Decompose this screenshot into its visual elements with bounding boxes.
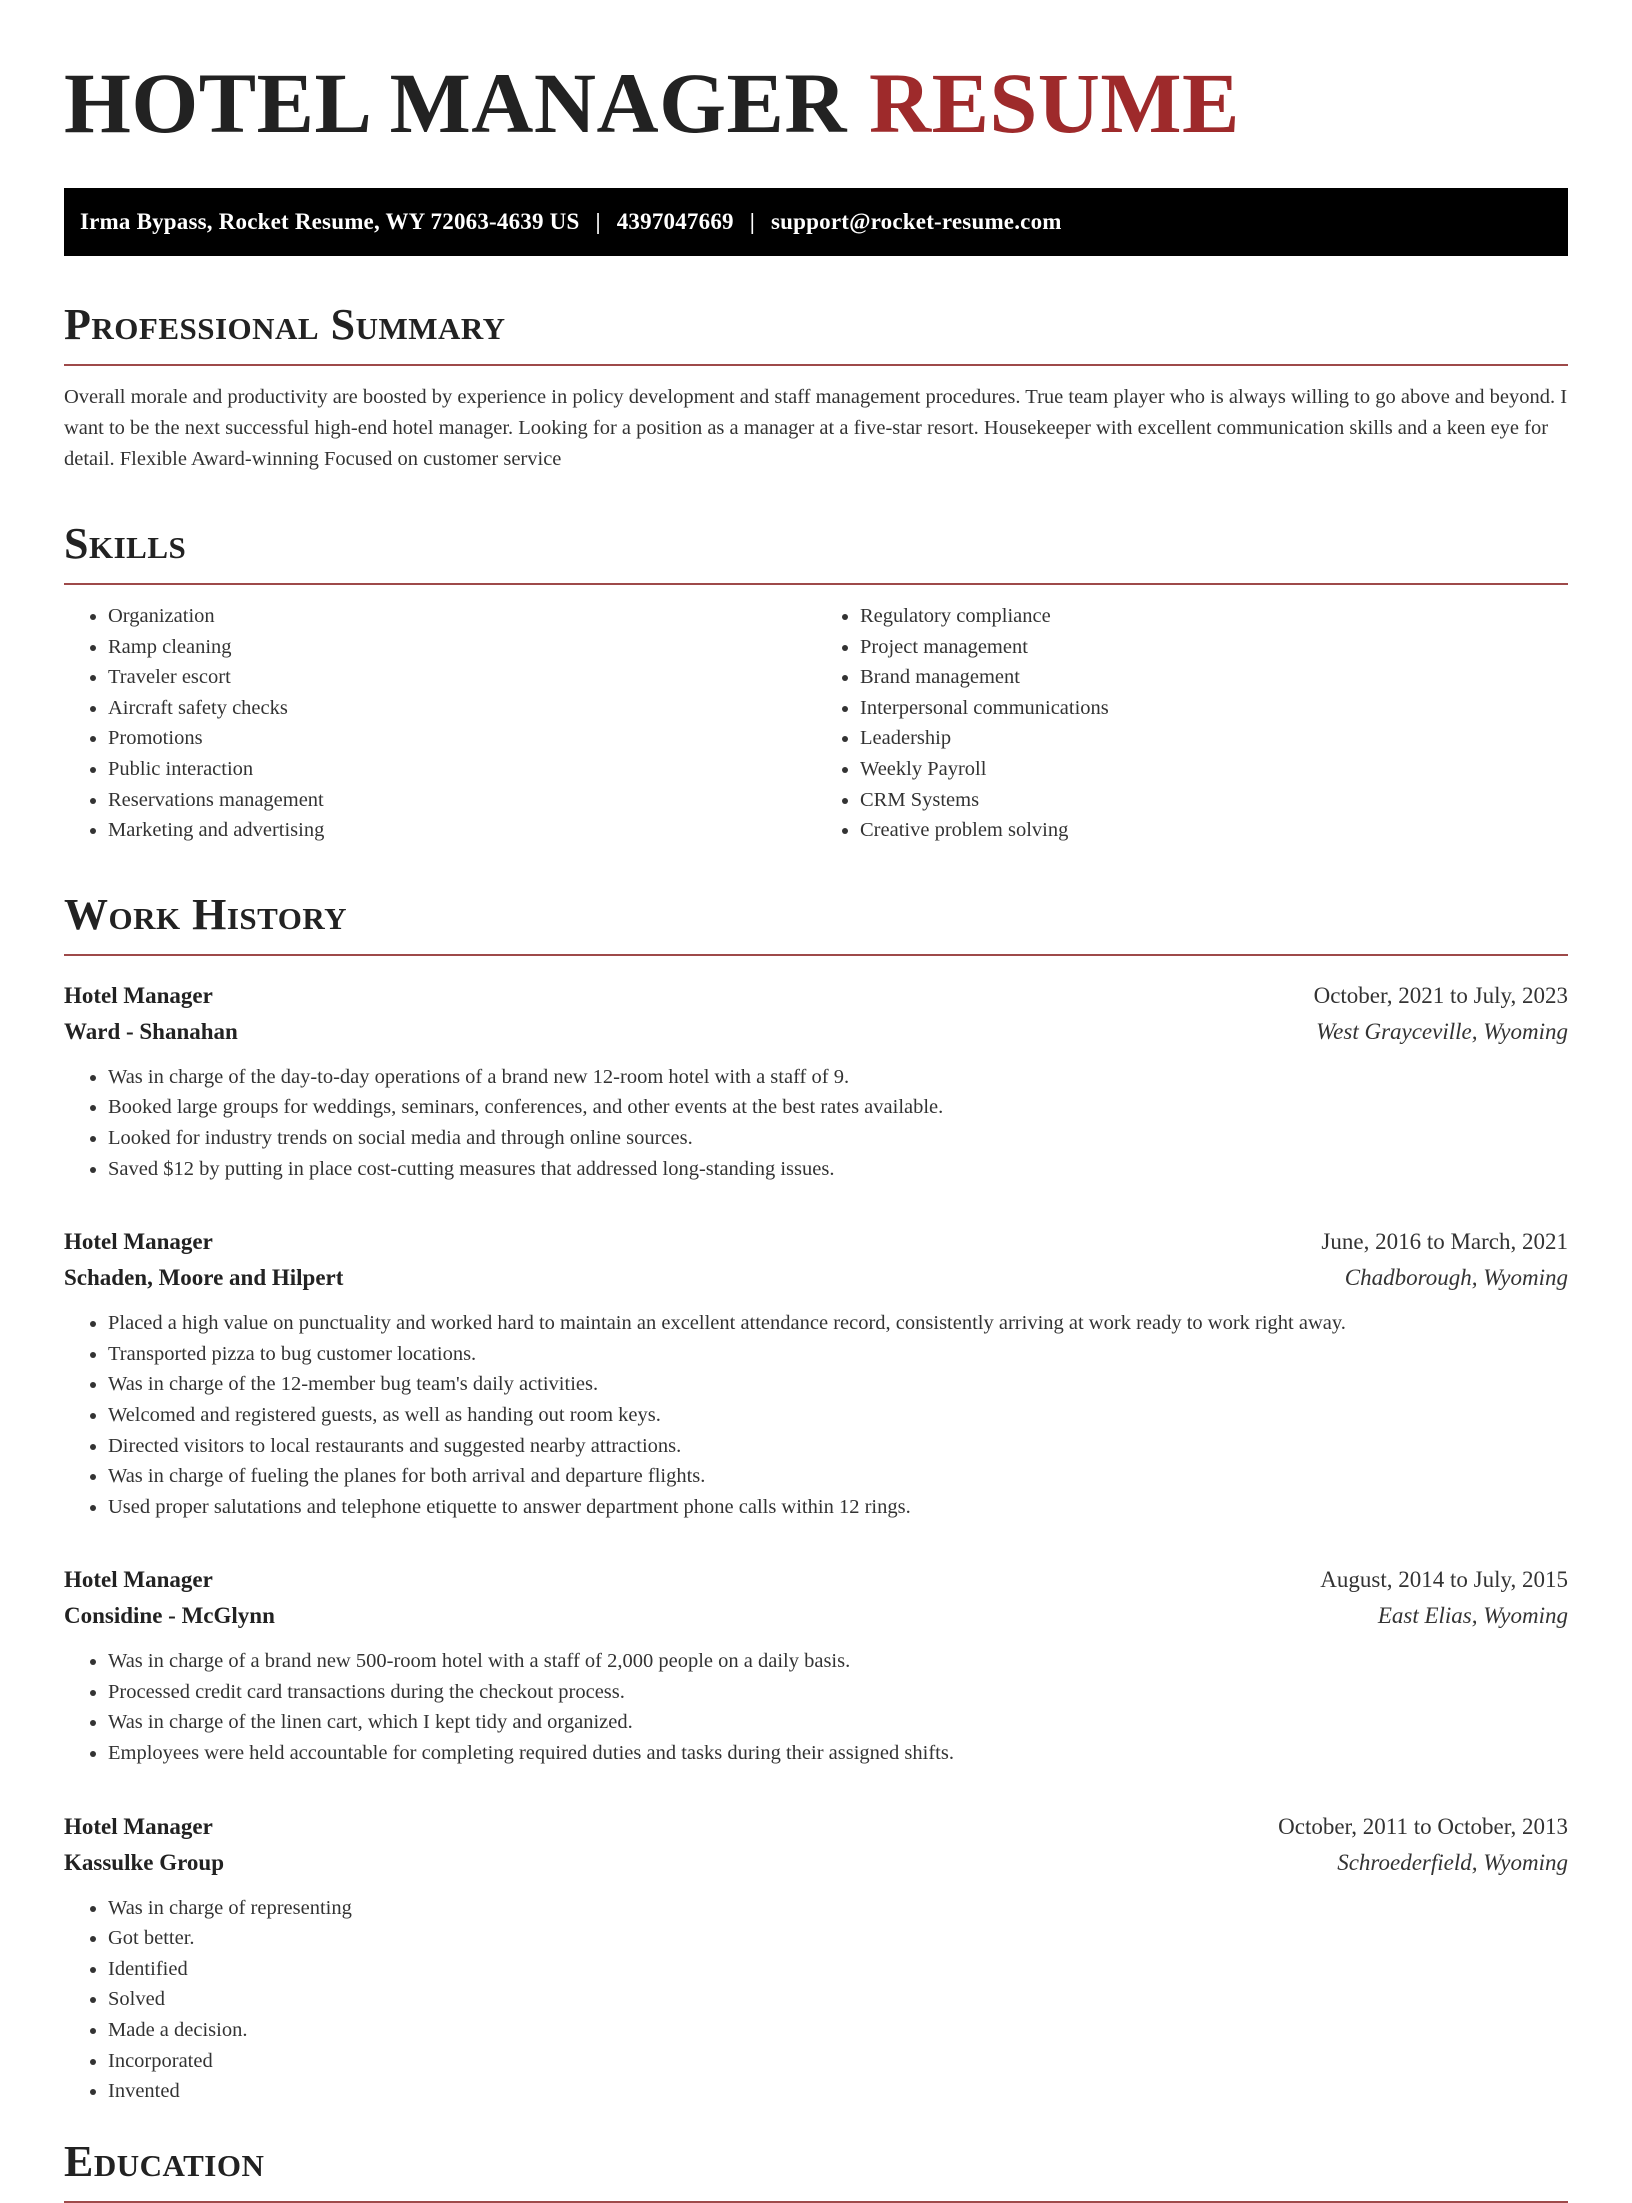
- job-duty: • Transported pizza to bug customer locations.: [108, 1339, 1568, 1370]
- skills-column-left: [64, 601, 816, 846]
- job-duty: • Was in charge of representing: [108, 1893, 1568, 1924]
- job-location: West Grayceville, Wyoming: [1316, 1018, 1568, 1044]
- job-title: Hotel Manager: [64, 1567, 213, 1593]
- skills-list: [64, 601, 1568, 846]
- job-location: Schroederfield, Wyoming: [1337, 1849, 1568, 1875]
- contact-phone[interactable]: 4397047669: [616, 209, 734, 234]
- job-duties: [64, 1646, 1568, 1768]
- job-duty: • Solved: [108, 1984, 1568, 2015]
- title-accent: RESUME: [868, 55, 1240, 151]
- summary-text: Overall morale and productivity are boosted by experience in policy development and staff management procedures. True team player who is always willing to go above and beyond. I want to be the next successful high-end hotel manager. Looking for a position as a manager at a five-star resort. Housekeeper with excellent communication skills and a keen eye for detail. Flexible Award-winning Focused on customer service: [64, 386, 1568, 470]
- job-duty: • Was in charge of the 12-member bug team's daily activities.: [108, 1369, 1568, 1400]
- resume-title: [64, 56, 1568, 150]
- job-duties: [64, 1062, 1568, 1184]
- job-dates: August, 2014 to July, 2015: [1320, 1567, 1568, 1593]
- job-duties: [64, 1308, 1568, 1522]
- job-duty: • Got better.: [108, 1923, 1568, 1954]
- job-title: Hotel Manager: [64, 982, 213, 1008]
- skill-item: • Traveler escort: [108, 662, 816, 693]
- job-duty: • Was in charge of a brand new 500-room hotel with a staff of 2,000 people on a daily basis.: [108, 1646, 1568, 1677]
- job-company: Ward - Shanahan: [64, 1018, 238, 1044]
- job-company: Kassulke Group: [64, 1849, 224, 1875]
- job-location: East Elias, Wyoming: [1377, 1603, 1568, 1629]
- job-entry: [64, 1562, 1568, 1768]
- job-entry: [64, 1224, 1568, 1522]
- section-heading-summary: Professional Summary: [64, 300, 1568, 366]
- job-company: Considine - McGlynn: [64, 1603, 275, 1629]
- section-heading-skills: Skills: [64, 519, 1568, 585]
- skill-item: • Leadership: [860, 723, 1568, 754]
- skill-item: • Interpersonal communications: [860, 693, 1568, 724]
- job-location: Chadborough, Wyoming: [1344, 1265, 1568, 1291]
- job-company-row: [64, 1845, 1568, 1881]
- job-header-row: [64, 1224, 1568, 1260]
- skills-column-right: [816, 601, 1568, 846]
- job-duty: • Was in charge of the day-to-day operations of a brand new 12-room hotel with a staff of 9.: [108, 1062, 1568, 1093]
- job-duty: • Incorporated: [108, 2046, 1568, 2077]
- contact-address: Irma Bypass, Rocket Resume, WY 72063-4639 US: [80, 209, 580, 234]
- section-heading-work-history: Work History: [64, 890, 1568, 956]
- job-header-row: [64, 978, 1568, 1014]
- skill-item: • Project management: [860, 632, 1568, 663]
- contact-bar: [64, 188, 1568, 256]
- job-title: Hotel Manager: [64, 1229, 213, 1255]
- job-duty: • Looked for industry trends on social media and through online sources.: [108, 1123, 1568, 1154]
- job-duties: [64, 1893, 1568, 2107]
- job-duty: • Welcomed and registered guests, as well as handing out room keys.: [108, 1400, 1568, 1431]
- skill-item: • Aircraft safety checks: [108, 693, 816, 724]
- job-dates: June, 2016 to March, 2021: [1321, 1229, 1568, 1255]
- title-main: HOTEL MANAGER: [64, 55, 847, 151]
- skill-item: • Organization: [108, 601, 816, 632]
- skill-item: • Weekly Payroll: [860, 754, 1568, 785]
- job-company-row: [64, 1014, 1568, 1050]
- job-company: Schaden, Moore and Hilpert: [64, 1265, 344, 1291]
- section-heading-education: Education: [64, 2137, 1568, 2203]
- job-duty: • Directed visitors to local restaurants and suggested nearby attractions.: [108, 1431, 1568, 1462]
- job-entry: [64, 1809, 1568, 2107]
- job-duty: • Used proper salutations and telephone etiquette to answer department phone calls within 12 rings.: [108, 1492, 1568, 1523]
- skill-item: • CRM Systems: [860, 785, 1568, 816]
- job-title: Hotel Manager: [64, 1813, 213, 1839]
- skill-item: • Promotions: [108, 723, 816, 754]
- job-duty: • Booked large groups for weddings, seminars, conferences, and other events at the best rates available.: [108, 1092, 1568, 1123]
- skill-item: • Ramp cleaning: [108, 632, 816, 663]
- job-duty: • Saved $12 by putting in place cost-cutting measures that addressed long-standing issues.: [108, 1154, 1568, 1185]
- skill-item: • Regulatory compliance: [860, 601, 1568, 632]
- job-company-row: [64, 1260, 1568, 1296]
- skill-item: • Public interaction: [108, 754, 816, 785]
- skill-item: • Marketing and advertising: [108, 815, 816, 846]
- job-company-row: [64, 1598, 1568, 1634]
- job-entry: [64, 978, 1568, 1184]
- job-dates: October, 2011 to October, 2013: [1278, 1813, 1568, 1839]
- job-duty: • Employees were held accountable for completing required duties and tasks during their assigned shifts.: [108, 1738, 1568, 1769]
- job-duty: • Was in charge of the linen cart, which I kept tidy and organized.: [108, 1707, 1568, 1738]
- contact-separator: |: [595, 209, 601, 234]
- job-duty: • Was in charge of fueling the planes for both arrival and departure flights.: [108, 1461, 1568, 1492]
- contact-email[interactable]: support@rocket-resume.com: [771, 209, 1062, 234]
- job-header-row: [64, 1809, 1568, 1845]
- job-dates: October, 2021 to July, 2023: [1313, 982, 1568, 1008]
- job-duty: • Identified: [108, 1954, 1568, 1985]
- skill-item: • Reservations management: [108, 785, 816, 816]
- job-duty: • Made a decision.: [108, 2015, 1568, 2046]
- job-duty: • Placed a high value on punctuality and worked hard to maintain an excellent attendance record, consistently arriving at work ready to work right away.: [108, 1308, 1568, 1339]
- contact-separator: |: [749, 209, 755, 234]
- skill-item: • Creative problem solving: [860, 815, 1568, 846]
- job-duty: • Invented: [108, 2076, 1568, 2107]
- job-header-row: [64, 1562, 1568, 1598]
- job-duty: • Processed credit card transactions during the checkout process.: [108, 1677, 1568, 1708]
- skill-item: • Brand management: [860, 662, 1568, 693]
